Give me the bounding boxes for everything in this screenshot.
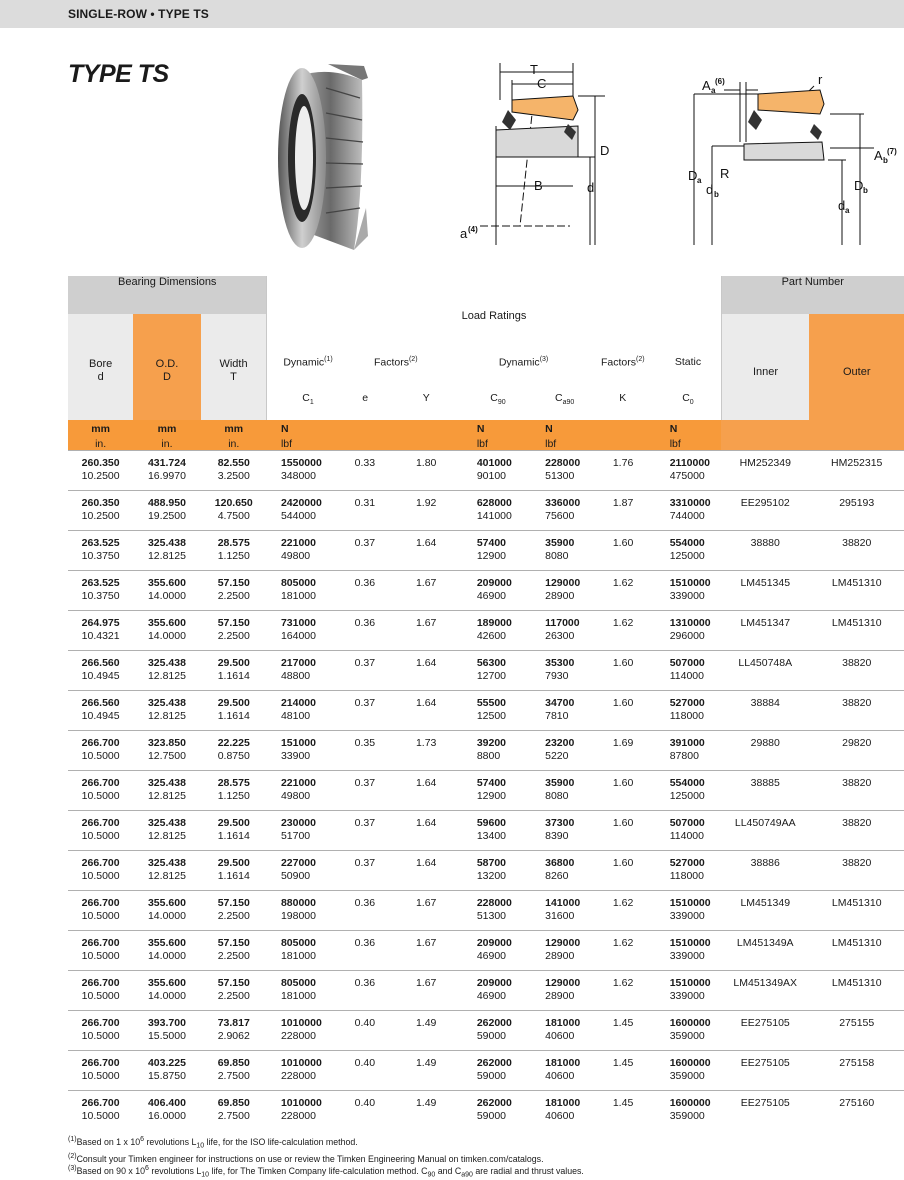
cell-od: 325.438 12.8125 — [133, 851, 200, 891]
cell-k: 1.45 — [590, 1051, 655, 1091]
cell-k: 1.60 — [590, 811, 655, 851]
cell-ca90: 23200 5220 — [525, 731, 590, 771]
cell-bore: 266.700 10.5000 — [68, 891, 133, 931]
label-da-sub: a — [845, 206, 850, 215]
cell-outer: 295193 — [809, 491, 904, 531]
table-row — [68, 1091, 904, 1131]
cell-od: 406.400 16.0000 — [133, 1091, 200, 1131]
cell-bore: 263.525 10.3750 — [68, 531, 133, 571]
cell-ca90: 228000 51300 — [525, 451, 590, 491]
label-T: T — [530, 62, 538, 77]
header-inner: Inner — [721, 314, 809, 420]
cell-bore: 266.700 10.5000 — [68, 731, 133, 771]
cell-c1: 731000 164000 — [267, 611, 334, 651]
cell-ca90: 35900 8080 — [525, 771, 590, 811]
cell-bore: 266.700 10.5000 — [68, 1051, 133, 1091]
header-c1: $C_1$ — [302, 392, 314, 407]
cell-od: 488.950 19.2500 — [133, 491, 200, 531]
cell-od: 355.600 14.0000 — [133, 611, 200, 651]
cell-bore: 263.525 10.3750 — [68, 571, 133, 611]
table-row — [68, 971, 904, 1011]
cell-ca90: 37300 8390 — [525, 811, 590, 851]
cell-c1: 2420000 544000 — [267, 491, 334, 531]
cell-k: 1.60 — [590, 531, 655, 571]
cell-c90: 209000 46900 — [457, 571, 525, 611]
label-R: R — [720, 166, 730, 181]
header-e: e — [362, 392, 369, 404]
cell-k: 1.60 — [590, 851, 655, 891]
cell-inner: 38880 — [721, 531, 809, 571]
cell-od: 325.438 12.8125 — [133, 651, 200, 691]
cell-c0: 527000 118000 — [656, 851, 721, 891]
table-row — [68, 531, 904, 571]
cell-inner: EE295102 — [721, 491, 809, 531]
cell-c0: 1310000 296000 — [656, 611, 721, 651]
cell-e: 0.35 — [334, 731, 395, 771]
header-dynamic1: Dynamic$^{(1)}$ — [283, 356, 333, 369]
cell-k: 1.45 — [590, 1011, 655, 1051]
cell-width: 29.500 1.1614 — [201, 851, 267, 891]
group-part-number: Part Number — [721, 276, 904, 314]
cell-e: 0.36 — [334, 971, 395, 1011]
cell-ca90: 35300 7930 — [525, 651, 590, 691]
header-width: Width T — [201, 314, 267, 420]
cell-c1: 151000 33900 — [267, 731, 334, 771]
cell-width: 29.500 1.1614 — [201, 651, 267, 691]
cell-bore: 266.700 10.5000 — [68, 771, 133, 811]
cell-width: 69.850 2.7500 — [201, 1051, 267, 1091]
table-row — [68, 611, 904, 651]
cell-c0: 2110000 475000 — [656, 451, 721, 491]
cell-y: 1.64 — [396, 691, 457, 731]
cell-inner: LM451345 — [721, 571, 809, 611]
cell-outer: 38820 — [809, 691, 904, 731]
label-Da: D — [688, 168, 698, 183]
cell-od: 393.700 15.5000 — [133, 1011, 200, 1051]
cell-outer: LM451310 — [809, 891, 904, 931]
cell-c1: 221000 49800 — [267, 771, 334, 811]
cell-inner: EE275105 — [721, 1091, 809, 1131]
header-k: K — [619, 392, 627, 404]
section-header-bar — [0, 0, 904, 28]
cell-ca90: 129000 28900 — [525, 931, 590, 971]
table-row — [68, 931, 904, 971]
cell-y: 1.67 — [396, 931, 457, 971]
cell-width: 57.150 2.2500 — [201, 571, 267, 611]
cell-od: 355.600 14.0000 — [133, 571, 200, 611]
cell-c0: 1510000 339000 — [656, 971, 721, 1011]
page-title: TYPE TS — [68, 60, 169, 88]
cell-c0: 554000 125000 — [656, 771, 721, 811]
cell-y: 1.49 — [396, 1051, 457, 1091]
cell-y: 1.64 — [396, 851, 457, 891]
cell-y: 1.64 — [396, 651, 457, 691]
cell-c1: 214000 48100 — [267, 691, 334, 731]
cell-width: 29.500 1.1614 — [201, 811, 267, 851]
cell-c1: 221000 49800 — [267, 531, 334, 571]
cell-inner: EE275105 — [721, 1051, 809, 1091]
cell-k: 1.62 — [590, 891, 655, 931]
table-row — [68, 771, 904, 811]
cell-k: 1.69 — [590, 731, 655, 771]
cell-k: 1.60 — [590, 771, 655, 811]
bearing-dimension-diagram — [450, 60, 630, 255]
table-row — [68, 691, 904, 731]
cell-od: 355.600 14.0000 — [133, 971, 200, 1011]
cell-c1: 217000 48800 — [267, 651, 334, 691]
cell-ca90: 336000 75600 — [525, 491, 590, 531]
cell-c90: 209000 46900 — [457, 971, 525, 1011]
cell-c1: 805000 181000 — [267, 571, 334, 611]
cell-inner: 38886 — [721, 851, 809, 891]
cell-c90: 39200 8800 — [457, 731, 525, 771]
cell-y: 1.49 — [396, 1011, 457, 1051]
cell-width: 73.817 2.9062 — [201, 1011, 267, 1051]
header-bore: Bore d — [68, 314, 133, 420]
cell-bore: 260.350 10.2500 — [68, 491, 133, 531]
label-Aa-sup: (6) — [715, 77, 725, 86]
cell-outer: HM252315 — [809, 451, 904, 491]
cell-e: 0.33 — [334, 451, 395, 491]
label-Aa-sub: a — [711, 86, 716, 95]
bearing-photo — [268, 58, 380, 252]
label-Ab: A — [874, 148, 883, 163]
cell-e: 0.40 — [334, 1051, 395, 1091]
table-row — [68, 451, 904, 491]
cell-od: 355.600 14.0000 — [133, 931, 200, 971]
cell-e: 0.36 — [334, 891, 395, 931]
cell-k: 1.62 — [590, 571, 655, 611]
cell-bore: 266.700 10.5000 — [68, 851, 133, 891]
cell-k: 1.60 — [590, 651, 655, 691]
cell-y: 1.67 — [396, 971, 457, 1011]
footnote-1: $^{(1)}$Based on 1 x $10^6$ revolutions $L_{10}$ life, for the ISO life-calculation method. — [68, 1136, 358, 1150]
cell-c1: 230000 51700 — [267, 811, 334, 851]
cell-k: 1.62 — [590, 931, 655, 971]
cell-ca90: 141000 31600 — [525, 891, 590, 931]
cell-e: 0.36 — [334, 611, 395, 651]
cell-ca90: 129000 28900 — [525, 971, 590, 1011]
cell-width: 28.575 1.1250 — [201, 771, 267, 811]
cell-outer: 275160 — [809, 1091, 904, 1131]
cell-bore: 266.560 10.4945 — [68, 651, 133, 691]
bearing-data-table — [68, 276, 904, 1131]
cell-c0: 391000 87800 — [656, 731, 721, 771]
header-ca90: $C_{a90}$ — [554, 392, 575, 407]
cell-k: 1.76 — [590, 451, 655, 491]
cell-c0: 1510000 339000 — [656, 891, 721, 931]
shoulder-dimension-diagram — [688, 60, 902, 255]
cell-e: 0.36 — [334, 571, 395, 611]
cell-ca90: 36800 8260 — [525, 851, 590, 891]
header-od: O.D. D — [133, 314, 200, 420]
header-outer: Outer — [809, 314, 904, 420]
cell-ca90: 181000 40600 — [525, 1011, 590, 1051]
cell-k: 1.87 — [590, 491, 655, 531]
label-a: a — [460, 226, 468, 241]
cell-width: 57.150 2.2500 — [201, 971, 267, 1011]
cell-c90: 262000 59000 — [457, 1051, 525, 1091]
cell-c0: 1600000 359000 — [656, 1091, 721, 1131]
cell-width: 29.500 1.1614 — [201, 691, 267, 731]
cell-y: 1.64 — [396, 771, 457, 811]
cell-y: 1.64 — [396, 811, 457, 851]
cell-outer: LM451310 — [809, 571, 904, 611]
cell-bore: 266.560 10.4945 — [68, 691, 133, 731]
label-Ab-sub: b — [883, 156, 888, 165]
cell-outer: 38820 — [809, 531, 904, 571]
table-row — [68, 811, 904, 851]
cell-c1: 1010000 228000 — [267, 1051, 334, 1091]
cell-width: 22.225 0.8750 — [201, 731, 267, 771]
cell-c90: 262000 59000 — [457, 1091, 525, 1131]
cell-c90: 57400 12900 — [457, 771, 525, 811]
cell-c1: 227000 50900 — [267, 851, 334, 891]
cell-width: 28.575 1.1250 — [201, 531, 267, 571]
cell-e: 0.40 — [334, 1011, 395, 1051]
footnote-2: $^{(2)}$Consult your Timken engineer for instructions on use or review the Timken Engineering Manual on timken.com/catalogs. — [68, 1152, 544, 1164]
cell-e: 0.37 — [334, 651, 395, 691]
group-load-ratings: Load Ratings — [461, 310, 527, 322]
header-c90: $C_{90}$ — [490, 392, 506, 407]
cell-c0: 1510000 339000 — [656, 931, 721, 971]
cell-e: 0.37 — [334, 531, 395, 571]
cell-k: 1.62 — [590, 611, 655, 651]
group-bearing-dimensions: Bearing Dimensions — [68, 276, 267, 314]
cell-y: 1.73 — [396, 731, 457, 771]
cell-c0: 1600000 359000 — [656, 1011, 721, 1051]
cell-bore: 266.700 10.5000 — [68, 1011, 133, 1051]
label-da: d — [838, 198, 846, 213]
cell-inner: EE275105 — [721, 1011, 809, 1051]
cell-y: 1.67 — [396, 891, 457, 931]
header-y: Y — [422, 392, 430, 404]
cell-outer: 38820 — [809, 771, 904, 811]
cell-c0: 507000 114000 — [656, 651, 721, 691]
cell-y: 1.64 — [396, 531, 457, 571]
cell-od: 325.438 12.8125 — [133, 691, 200, 731]
cell-outer: LM451310 — [809, 611, 904, 651]
cell-c90: 228000 51300 — [457, 891, 525, 931]
label-Db-sub: b — [863, 186, 868, 195]
cell-c1: 880000 198000 — [267, 891, 334, 931]
cell-c90: 628000 141000 — [457, 491, 525, 531]
cell-c1: 1550000 348000 — [267, 451, 334, 491]
cell-c1: 1010000 228000 — [267, 1011, 334, 1051]
cell-outer: 29820 — [809, 731, 904, 771]
label-a-sup: (4) — [468, 225, 478, 234]
cell-inner: LL450749AA — [721, 811, 809, 851]
cell-k: 1.45 — [590, 1091, 655, 1131]
footnote-3: $^{(3)}$Based on 90 x $10^6$ revolutions $L_{10}$ life, for The Timken Company life-calculation method. $C_{90}$ and $C_{a90}$ are radial and thrust values. — [68, 1164, 584, 1179]
label-d: d — [587, 180, 595, 195]
cell-outer: 275155 — [809, 1011, 904, 1051]
cell-e: 0.37 — [334, 691, 395, 731]
cell-od: 325.438 12.8125 — [133, 811, 200, 851]
cell-c0: 527000 118000 — [656, 691, 721, 731]
cell-c90: 262000 59000 — [457, 1011, 525, 1051]
cell-outer: 38820 — [809, 651, 904, 691]
cell-k: 1.62 — [590, 971, 655, 1011]
header-factors2: Factors$^{(2)}$ — [600, 356, 645, 369]
table-row — [68, 1011, 904, 1051]
table-row — [68, 851, 904, 891]
cell-c0: 1510000 339000 — [656, 571, 721, 611]
cell-c90: 189000 42600 — [457, 611, 525, 651]
cell-bore: 264.975 10.4321 — [68, 611, 133, 651]
cell-e: 0.37 — [334, 771, 395, 811]
table-row — [68, 1051, 904, 1091]
cell-inner: LM451349 — [721, 891, 809, 931]
cell-y: 1.67 — [396, 571, 457, 611]
cell-inner: 29880 — [721, 731, 809, 771]
cell-od: 431.724 16.9970 — [133, 451, 200, 491]
label-Da-sub: a — [697, 176, 702, 185]
cell-e: 0.37 — [334, 851, 395, 891]
cell-c0: 554000 125000 — [656, 531, 721, 571]
label-Aa: A — [702, 78, 711, 93]
cell-ca90: 34700 7810 — [525, 691, 590, 731]
cell-c0: 507000 114000 — [656, 811, 721, 851]
header-factors1: Factors$^{(2)}$ — [373, 356, 418, 369]
cell-od: 355.600 14.0000 — [133, 891, 200, 931]
cell-outer: 38820 — [809, 811, 904, 851]
cell-ca90: 129000 28900 — [525, 571, 590, 611]
cell-ca90: 181000 40600 — [525, 1051, 590, 1091]
header-static: Static — [674, 356, 702, 368]
label-B: B — [534, 178, 543, 193]
cell-inner: LL450748A — [721, 651, 809, 691]
cell-c0: 1600000 359000 — [656, 1051, 721, 1091]
cell-inner: 38884 — [721, 691, 809, 731]
cell-c90: 401000 90100 — [457, 451, 525, 491]
header-c0: $C_0$ — [682, 392, 694, 407]
cell-c90: 59600 13400 — [457, 811, 525, 851]
table-row — [68, 731, 904, 771]
header-dynamic3: Dynamic$^{(3)}$ — [498, 356, 549, 369]
cell-inner: HM252349 — [721, 451, 809, 491]
table-row — [68, 891, 904, 931]
cell-c0: 3310000 744000 — [656, 491, 721, 531]
cell-width: 69.850 2.7500 — [201, 1091, 267, 1131]
cell-k: 1.60 — [590, 691, 655, 731]
table-row — [68, 571, 904, 611]
cell-ca90: 35900 8080 — [525, 531, 590, 571]
section-header-text: SINGLE-ROW • TYPE TS — [68, 7, 209, 21]
cell-width: 82.550 3.2500 — [201, 451, 267, 491]
label-r: r — [818, 72, 823, 87]
cell-c1: 805000 181000 — [267, 931, 334, 971]
cell-od: 403.225 15.8750 — [133, 1051, 200, 1091]
cell-c1: 1010000 228000 — [267, 1091, 334, 1131]
cell-outer: 38820 — [809, 851, 904, 891]
units-row: mm in. mm in. mm in. N lbf N lbf N lbf N lbf — [68, 420, 904, 451]
cell-e: 0.37 — [334, 811, 395, 851]
cell-od: 325.438 12.8125 — [133, 531, 200, 571]
cell-inner: LM451349A — [721, 931, 809, 971]
cell-y: 1.67 — [396, 611, 457, 651]
cell-width: 57.150 2.2500 — [201, 931, 267, 971]
cell-e: 0.31 — [334, 491, 395, 531]
cell-inner: 38885 — [721, 771, 809, 811]
cell-width: 57.150 2.2500 — [201, 891, 267, 931]
cell-outer: LM451310 — [809, 971, 904, 1011]
cell-e: 0.40 — [334, 1091, 395, 1131]
table-row — [68, 651, 904, 691]
cell-y: 1.80 — [396, 451, 457, 491]
cell-od: 323.850 12.7500 — [133, 731, 200, 771]
cell-bore: 266.700 10.5000 — [68, 971, 133, 1011]
cell-inner: LM451347 — [721, 611, 809, 651]
cell-c90: 56300 12700 — [457, 651, 525, 691]
cell-y: 1.49 — [396, 1091, 457, 1131]
cell-c90: 58700 13200 — [457, 851, 525, 891]
cell-bore: 266.700 10.5000 — [68, 1091, 133, 1131]
label-Db: D — [854, 178, 864, 193]
cell-ca90: 181000 40600 — [525, 1091, 590, 1131]
table-row — [68, 491, 904, 531]
cell-width: 120.650 4.7500 — [201, 491, 267, 531]
label-db-sub: b — [714, 190, 719, 199]
cell-c1: 805000 181000 — [267, 971, 334, 1011]
cell-y: 1.92 — [396, 491, 457, 531]
cell-bore: 266.700 10.5000 — [68, 811, 133, 851]
cell-width: 57.150 2.2500 — [201, 611, 267, 651]
label-D: D — [600, 143, 610, 158]
cell-e: 0.36 — [334, 931, 395, 971]
label-C: C — [537, 76, 547, 91]
cell-c90: 55500 12500 — [457, 691, 525, 731]
cell-outer: LM451310 — [809, 931, 904, 971]
label-db: d — [706, 182, 714, 197]
cell-bore: 260.350 10.2500 — [68, 451, 133, 491]
cell-od: 325.438 12.8125 — [133, 771, 200, 811]
cell-c90: 57400 12900 — [457, 531, 525, 571]
cell-inner: LM451349AX — [721, 971, 809, 1011]
cell-bore: 266.700 10.5000 — [68, 931, 133, 971]
footnotes — [68, 1135, 904, 1180]
cell-outer: 275158 — [809, 1051, 904, 1091]
cell-ca90: 117000 26300 — [525, 611, 590, 651]
label-Ab-sup: (7) — [887, 147, 897, 156]
cell-c90: 209000 46900 — [457, 931, 525, 971]
